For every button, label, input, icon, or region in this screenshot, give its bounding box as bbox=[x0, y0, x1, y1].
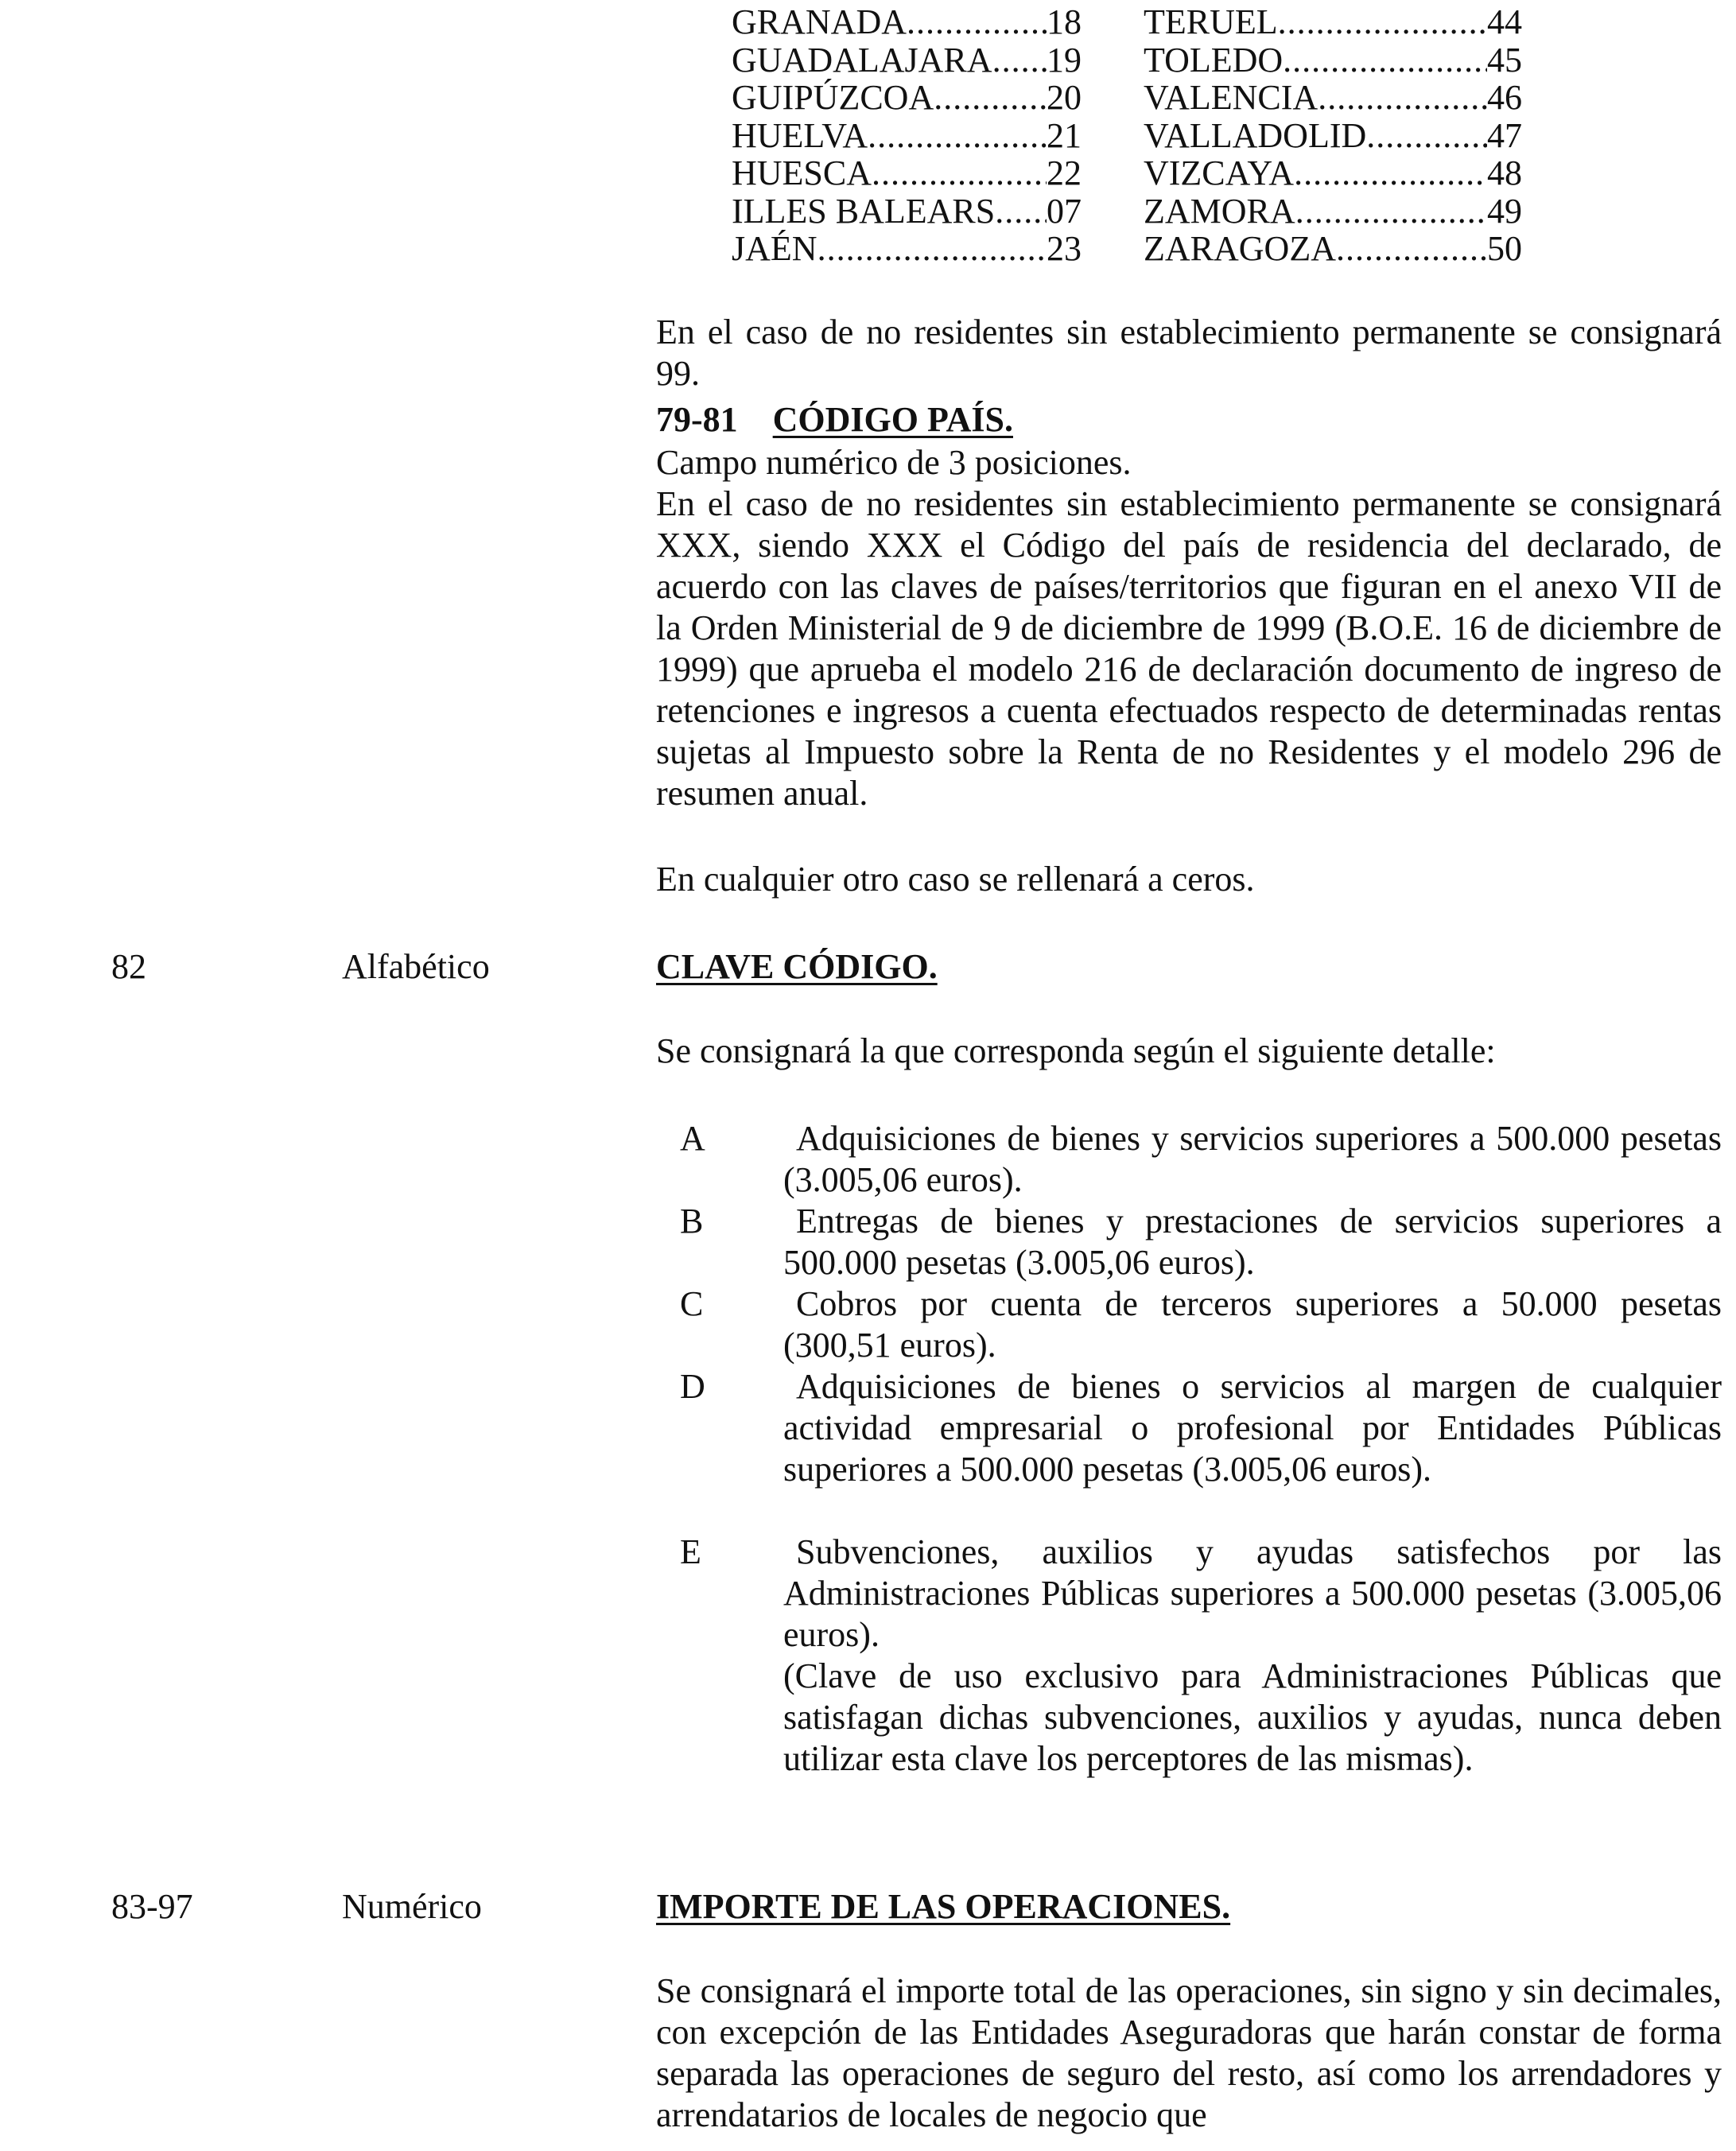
clave-description: Adquisiciones de bienes y servicios superiores a 500.000 pesetas (3.005,06 euros). bbox=[783, 1119, 1722, 1199]
province-row bbox=[732, 3, 1082, 41]
codigo-pais-line3: En cualquier otro caso se rellenará a ceros. bbox=[656, 860, 1255, 899]
province-row bbox=[732, 41, 1082, 80]
province-row bbox=[1144, 230, 1522, 268]
importe-title: IMPORTE DE LAS OPERACIONES. bbox=[656, 1887, 1231, 1926]
clave-description: Entregas de bienes y prestaciones de servicios superiores a 500.000 pesetas (3.005,06 euros). bbox=[783, 1202, 1722, 1282]
leader-dots bbox=[1366, 117, 1487, 155]
province-row bbox=[1144, 3, 1522, 41]
leader-dots bbox=[934, 79, 1047, 117]
clave-note: (Clave de uso exclusivo para Administraciones Públicas que satisfagan dichas subvenciones, auxilios y ayudas, nunca deben utilizar esta clave los perceptores de las mismas). bbox=[783, 1656, 1722, 1778]
leader-dots bbox=[872, 154, 1047, 192]
leader-dots bbox=[1278, 3, 1487, 41]
province-row bbox=[732, 79, 1082, 117]
codigo-pais-heading bbox=[656, 399, 1013, 441]
codigo-pais-line1: Campo numérico de 3 posiciones. bbox=[656, 443, 1132, 482]
province-row bbox=[732, 230, 1082, 268]
clave-description: Subvenciones, auxilios y ayudas satisfechos por las Administraciones Públicas superiores a 500.000 pesetas (3.005,06 euros). bbox=[783, 1532, 1722, 1654]
province-row bbox=[1144, 117, 1522, 155]
leader-dots bbox=[818, 230, 1047, 268]
province-name: GRANADA bbox=[732, 2, 907, 41]
leader-dots bbox=[1318, 79, 1487, 117]
clave-description: Cobros por cuenta de terceros superiores a 50.000 pesetas (300,51 euros). bbox=[783, 1284, 1722, 1365]
province-row bbox=[732, 117, 1082, 155]
province-code: 47 bbox=[1487, 115, 1522, 155]
province-row bbox=[1144, 79, 1522, 117]
clave-codigo-positions: 82 bbox=[111, 947, 146, 986]
importe-positions: 83-97 bbox=[111, 1887, 193, 1926]
province-row bbox=[732, 192, 1082, 231]
province-code: 23 bbox=[1047, 229, 1082, 268]
province-row bbox=[732, 154, 1082, 192]
province-name: GUIPÚZCOA bbox=[732, 78, 934, 117]
codigo-pais-line2: En el caso de no residentes sin establecimiento permanente se consignará XXX, siendo XXX el Código del país de residencia del declarado, de acuerdo con las claves de países/territorios que figuran en el anexo VII de la Orden Ministerial de 9 de diciembre de 1999 (B.O.E. 16 de diciembre de 1999) que aprueba el modelo 216 de declaración documento de ingreso de retenciones e ingresos a cuenta efectuados respecto de determinadas rentas sujetas al Impuesto sobre la Renta de no Residentes y el modelo 296 de resumen anual. bbox=[656, 484, 1722, 813]
province-name: VALENCIA bbox=[1144, 78, 1319, 117]
province-name: HUELVA bbox=[732, 115, 868, 155]
clave-letter: A bbox=[680, 1119, 705, 1158]
province-code: 50 bbox=[1487, 229, 1522, 268]
leader-dots bbox=[1283, 41, 1487, 80]
no-residentes-note: En el caso de no residentes sin establecimiento permanente se consignará 99. bbox=[656, 313, 1722, 393]
leader-dots bbox=[907, 3, 1047, 41]
province-row bbox=[1144, 41, 1522, 80]
province-list-left bbox=[732, 3, 1082, 268]
province-name: JAÉN bbox=[732, 229, 818, 268]
province-name: TOLEDO bbox=[1144, 40, 1284, 80]
province-code: 07 bbox=[1047, 191, 1082, 231]
province-code: 20 bbox=[1047, 78, 1082, 117]
leader-dots bbox=[1294, 154, 1487, 192]
province-row bbox=[1144, 154, 1522, 192]
codigo-pais-positions: 79-81 bbox=[656, 400, 738, 439]
province-code: 19 bbox=[1047, 40, 1082, 80]
leader-dots bbox=[868, 117, 1047, 155]
province-name: TERUEL bbox=[1144, 2, 1278, 41]
importe-type: Numérico bbox=[342, 1887, 482, 1926]
province-code: 46 bbox=[1487, 78, 1522, 117]
province-name: ILLES BALEARS bbox=[732, 191, 996, 231]
province-list-right bbox=[1144, 3, 1522, 268]
leader-dots bbox=[1295, 192, 1487, 231]
codigo-pais-title: CÓDIGO PAÍS. bbox=[772, 400, 1013, 439]
province-code: 21 bbox=[1047, 115, 1082, 155]
province-name: VIZCAYA bbox=[1144, 153, 1295, 192]
clave-letter: E bbox=[680, 1532, 701, 1571]
clave-codigo-intro: Se consignará la que corresponda según el siguiente detalle: bbox=[656, 1031, 1496, 1070]
province-name: ZAMORA bbox=[1144, 191, 1295, 231]
province-code: 45 bbox=[1487, 40, 1522, 80]
province-row bbox=[1144, 192, 1522, 231]
province-name: HUESCA bbox=[732, 153, 872, 192]
clave-letter: D bbox=[680, 1367, 705, 1406]
clave-codigo-type: Alfabético bbox=[342, 947, 490, 986]
clave-letter: B bbox=[680, 1202, 704, 1241]
province-code: 44 bbox=[1487, 2, 1522, 41]
province-name: ZARAGOZA bbox=[1144, 229, 1336, 268]
province-code: 49 bbox=[1487, 191, 1522, 231]
leader-dots bbox=[995, 192, 1047, 231]
importe-text: Se consignará el importe total de las operaciones, sin signo y sin decimales, con excepción de las Entidades Aseguradoras que harán constar de forma separada las operaciones de seguro del resto, así como los arrendadores y arrendatarios de locales de negocio que bbox=[656, 1971, 1722, 2134]
clave-letter: C bbox=[680, 1284, 704, 1323]
province-name: VALLADOLID bbox=[1144, 115, 1367, 155]
clave-codigo-title: CLAVE CÓDIGO. bbox=[656, 947, 938, 986]
leader-dots bbox=[992, 41, 1047, 80]
province-code: 48 bbox=[1487, 153, 1522, 192]
province-code: 18 bbox=[1047, 2, 1082, 41]
province-name: GUADALAJARA bbox=[732, 40, 992, 80]
clave-description: Adquisiciones de bienes o servicios al margen de cualquier actividad empresarial o profesional por Entidades Públicas superiores a 500.000 pesetas (3.005,06 euros). bbox=[783, 1367, 1722, 1489]
leader-dots bbox=[1336, 230, 1487, 268]
province-code: 22 bbox=[1047, 153, 1082, 192]
